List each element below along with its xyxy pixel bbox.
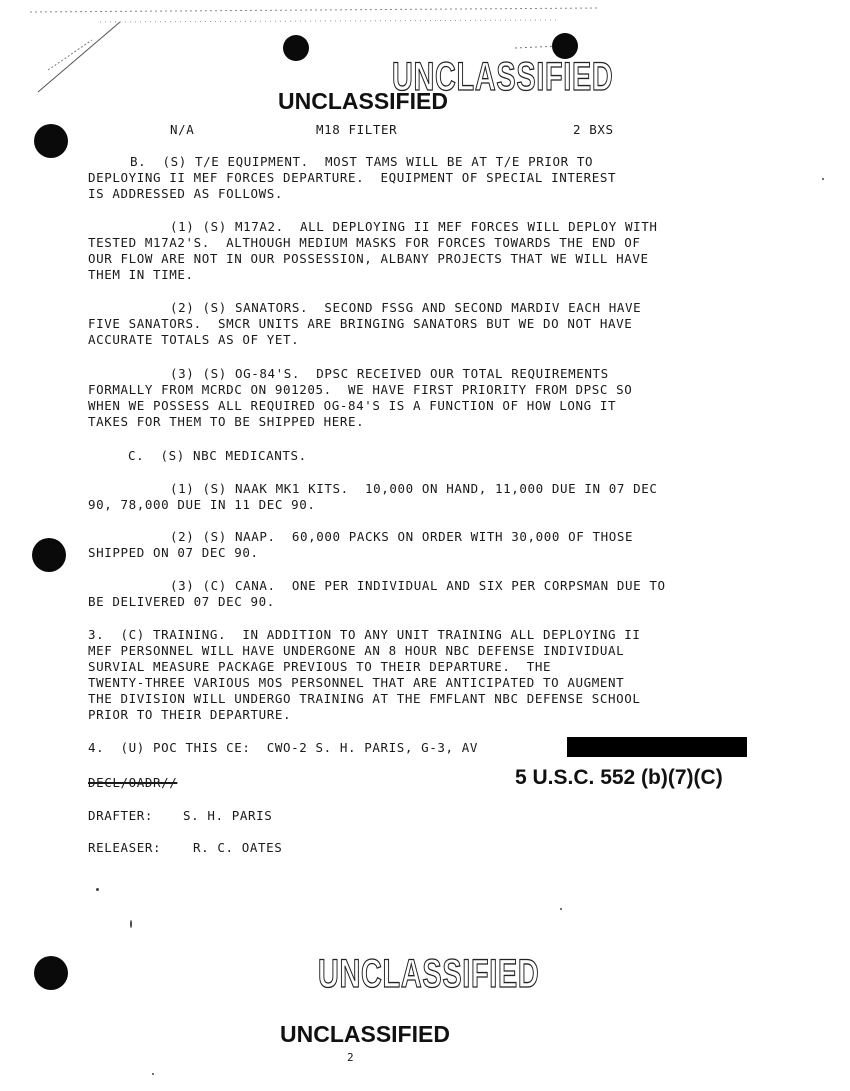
- text-line: FORMALLY FROM MCRDC ON 901205. WE HAVE FIRST PRIORITY FROM DPSC SO: [88, 382, 633, 397]
- text-line: SHIPPED ON 07 DEC 90.: [88, 545, 259, 560]
- item-col-right: 2 BXS: [573, 122, 614, 137]
- text-line: FIVE SANATORS. SMCR UNITS ARE BRINGING SANATORS BUT WE DO NOT HAVE: [88, 316, 633, 331]
- scan-speck: [130, 920, 132, 928]
- drafter-name: S. H. PARIS: [183, 808, 273, 823]
- drafter-label: DRAFTER:: [88, 808, 154, 823]
- text-line: WHEN WE POSSESS ALL REQUIRED OG-84'S IS A FUNCTION OF HOW LONG IT: [88, 398, 617, 413]
- scan-speck: [560, 908, 562, 910]
- text-line: SURVIAL MEASURE PACKAGE PREVIOUS TO THEIR DEPARTURE. THE: [88, 659, 552, 674]
- text-line: (3) (S) OG-84'S. DPSC RECEIVED OUR TOTAL REQUIREMENTS: [170, 366, 609, 381]
- text-line: (1) (S) NAAK MK1 KITS. 10,000 ON HAND, 11,000 DUE IN 07 DEC: [170, 481, 658, 496]
- binder-hole-left-1: [34, 124, 68, 158]
- scan-speck: [822, 178, 824, 180]
- text-line: PRIOR TO THEIR DEPARTURE.: [88, 707, 292, 722]
- text-line: BE DELIVERED 07 DEC 90.: [88, 594, 275, 609]
- binder-hole-top-center: [283, 35, 309, 61]
- text-line: DEPLOYING II MEF FORCES DEPARTURE. EQUIPMENT OF SPECIAL INTEREST: [88, 170, 617, 185]
- text-line: TWENTY-THREE VARIOUS MOS PERSONNEL THAT ARE ANTICIPATED TO AUGMENT: [88, 675, 625, 690]
- text-line: MEF PERSONNEL WILL HAVE UNDERGONE AN 8 HOUR NBC DEFENSE INDIVIDUAL: [88, 643, 625, 658]
- text-line: 4. (U) POC THIS CE: CWO-2 S. H. PARIS, G-3, AV: [88, 740, 479, 755]
- foia-exemption: 5 U.S.C. 552 (b)(7)(C): [515, 766, 723, 789]
- classification-header: UNCLASSIFIED: [278, 88, 448, 114]
- binder-hole-left-3: [34, 956, 68, 990]
- text-line: 3. (C) TRAINING. IN ADDITION TO ANY UNIT TRAINING ALL DEPLOYING II: [88, 627, 641, 642]
- text-line: (1) (S) M17A2. ALL DEPLOYING II MEF FORCES WILL DEPLOY WITH: [170, 219, 658, 234]
- text-line: (2) (S) SANATORS. SECOND FSSG AND SECOND MARDIV EACH HAVE: [170, 300, 642, 315]
- releaser-name: R. C. OATES: [193, 840, 283, 855]
- releaser-label: RELEASER:: [88, 840, 162, 855]
- text-line: (3) (C) CANA. ONE PER INDIVIDUAL AND SIX PER CORPSMAN DUE TO: [170, 578, 666, 593]
- redaction-bar: [567, 737, 747, 757]
- declassification-line: DECL/OADR//: [88, 775, 178, 790]
- text-line: IS ADDRESSED AS FOLLOWS.: [88, 186, 284, 201]
- text-line: B. (S) T/E EQUIPMENT. MOST TAMS WILL BE AT T/E PRIOR TO: [130, 154, 594, 169]
- text-line: (2) (S) NAAP. 60,000 PACKS ON ORDER WITH 30,000 OF THOSE: [170, 529, 634, 544]
- text-line: THEM IN TIME.: [88, 267, 194, 282]
- text-line: ACCURATE TOTALS AS OF YET.: [88, 332, 300, 347]
- text-line: TAKES FOR THEM TO BE SHIPPED HERE.: [88, 414, 365, 429]
- text-line: OUR FLOW ARE NOT IN OUR POSSESSION, ALBANY PROJECTS THAT WE WILL HAVE: [88, 251, 649, 266]
- binder-hole-left-2: [32, 538, 66, 572]
- text-line: 90, 78,000 DUE IN 11 DEC 90.: [88, 497, 316, 512]
- scan-speck: [152, 1073, 154, 1075]
- scan-speck: [96, 888, 99, 891]
- text-line: C. (S) NBC MEDICANTS.: [128, 448, 307, 463]
- item-col-mid: M18 FILTER: [316, 122, 398, 137]
- classification-footer: UNCLASSIFIED: [280, 1021, 450, 1047]
- text-line: THE DIVISION WILL UNDERGO TRAINING AT THE FMFLANT NBC DEFENSE SCHOOL: [88, 691, 641, 706]
- page-number: 2: [347, 1051, 355, 1064]
- unclassified-stamp-bottom: UNCLASSIFIED: [318, 952, 540, 996]
- item-col-left: N/A: [170, 122, 195, 137]
- text-line: TESTED M17A2'S. ALTHOUGH MEDIUM MASKS FOR FORCES TOWARDS THE END OF: [88, 235, 641, 250]
- unclassified-stamp-top: UNCLASSIFIED: [392, 55, 614, 99]
